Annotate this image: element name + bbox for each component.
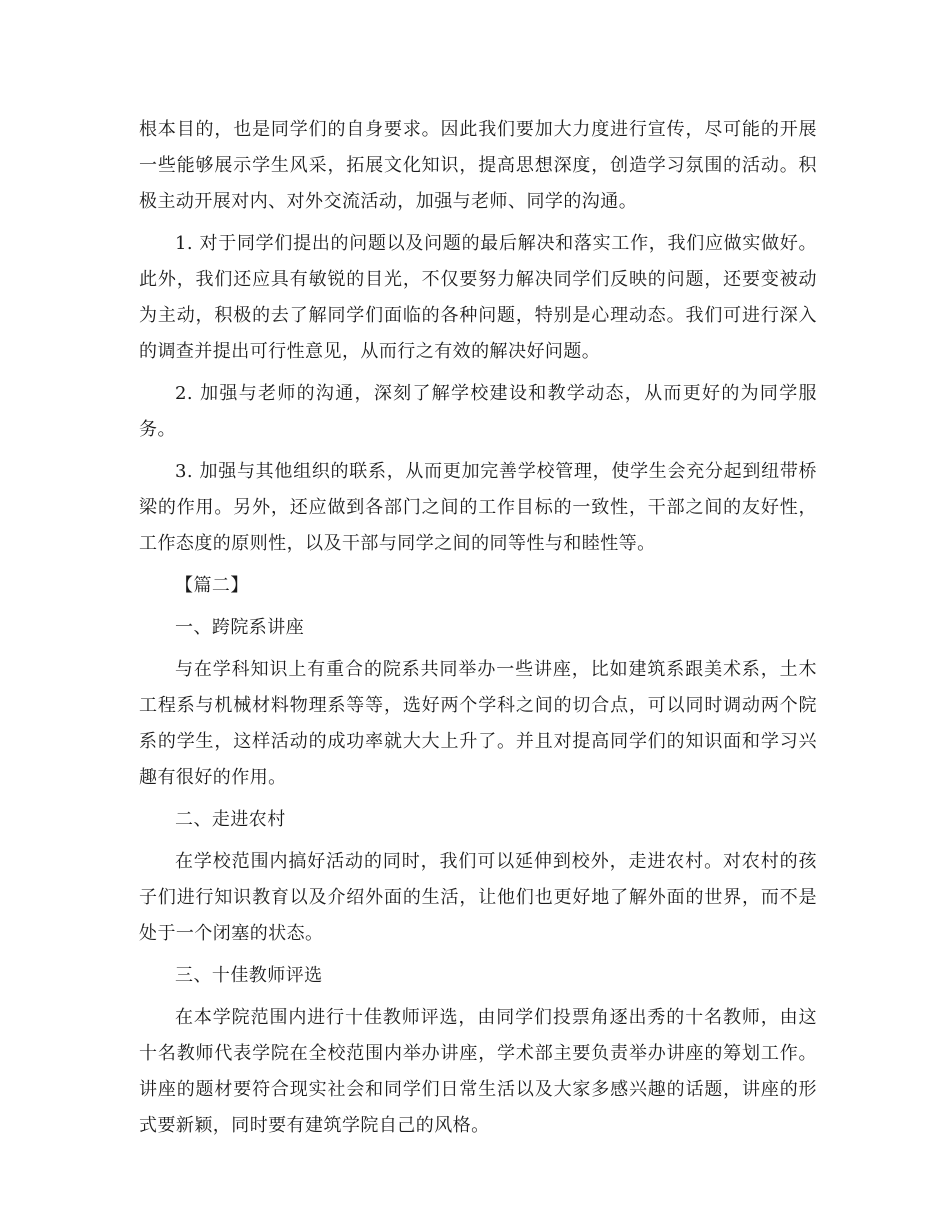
list-item-3: 3. 加强与其他组织的联系，从而更加完善学校管理，使学生会充分起到纽带桥梁的作用。另外，还应做到各部门之间的工作目标的一致性，干部之间的友好性，工作态度的原则性，以及干部与同学之间的同等性与和睦性等。 xyxy=(139,461,817,554)
paragraph-top-ten-teachers: 在本学院范围内进行十佳教师评选，由同学们投票角逐出秀的十名教师，由这十名教师代表学院在全校范围内举办讲座，学术部主要负责举办讲座的筹划工作。讲座的题材要符合现实社会和同学们日常生活以及大家多感兴趣的话题，讲座的形式要新颖，同时要有建筑学院自己的风格。 xyxy=(139,1007,817,1136)
list-item-2: 2. 加强与老师的沟通，深刻了解学校建设和教学动态，从而更好的为同学服务。 xyxy=(139,383,817,440)
subheading-cross-department-lecture: 一、跨院系讲座 xyxy=(175,617,305,638)
paragraph-continuation: 根本目的，也是同学们的自身要求。因此我们要加大力度进行宣传，尽可能的开展一些能够展示学生风采，拓展文化知识，提高思想深度，创造学习氛围的活动。积极主动开展对内、对外交流活动，加强与老师、同学的沟通。 xyxy=(139,119,817,212)
subheading-visit-countryside: 二、走进农村 xyxy=(175,809,286,830)
paragraph-visit-countryside: 在学校范围内搞好活动的同时，我们可以延伸到校外，走进农村。对农村的孩子们进行知识教育以及介绍外面的生活，让他们也更好地了解外面的世界，而不是处于一个闭塞的状态。 xyxy=(139,851,817,944)
section-heading-part-two: 【篇二】 xyxy=(175,575,249,596)
paragraph-cross-department-lecture: 与在学科知识上有重合的院系共同举办一些讲座，比如建筑系跟美术系，土木工程系与机械材料物理系等等，选好两个学科之间的切合点，可以同时调动两个院系的学生，这样活动的成功率就大大上升了。并且对提高同学们的知识面和学习兴趣有很好的作用。 xyxy=(139,659,817,788)
document-body xyxy=(139,112,817,1150)
subheading-top-ten-teachers: 三、十佳教师评选 xyxy=(175,965,323,986)
list-item-1: 1. 对于同学们提出的问题以及问题的最后解决和落实工作，我们应做实做好。此外，我们还应具有敏锐的目光，不仅要努力解决同学们反映的问题，还要变被动为主动，积极的去了解同学们面临的各种问题，特别是心理动态。我们可进行深入的调查并提出可行性意见，从而行之有效的解决好问题。 xyxy=(139,233,817,362)
